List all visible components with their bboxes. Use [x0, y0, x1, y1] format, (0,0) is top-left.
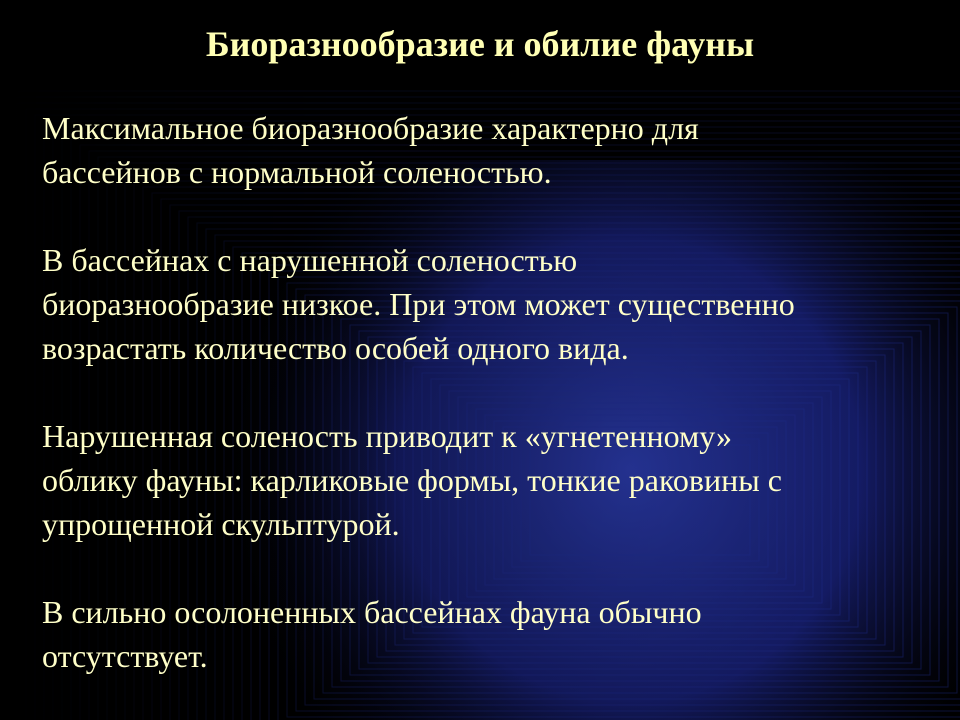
paragraph-oppressed-fauna: Нарушенная соленость приводит к «угнетенному» облику фауны: карликовые формы, тонкие раковины с упрощенной скульптурой.: [42, 418, 782, 542]
paragraph-normal-salinity: Максимальное биоразнообразие характерно для бассейнов с нормальной соленостью.: [42, 110, 699, 190]
slide-body: [42, 106, 942, 720]
slide-title: Биоразнообразие и обилие фауны: [205, 24, 755, 64]
paragraph-hypersaline: В сильно осолоненных бассейнах фауна обычно отсутствует.: [42, 594, 702, 674]
paragraph-disturbed-salinity: В бассейнах с нарушенной соленостью биоразнообразие низкое. При этом может существенно возрастать количество особей одного вида.: [42, 242, 795, 366]
